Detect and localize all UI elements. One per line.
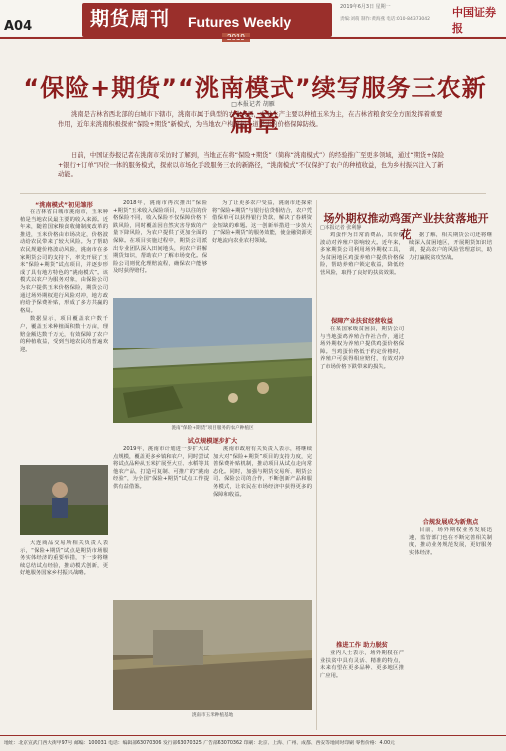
col5-paragraph: 在某国家级贫困县，期货公司与当地蛋鸡养殖合作社合作，通过场外期权为养殖户提供鸡蛋价格保障。当鸡蛋价格低于约定价格时，养殖户可获得相应赔付，有效对冲了市场价格下跌带来的损失。: [320, 326, 404, 370]
col3-paragraph: 2019年，洮南市计划进一步扩大试点规模，覆盖更多乡镇和农户，同时尝试将试点品种从玉米扩展至大豆、水稻等其他农产品，打造可复制、可推广的“洮南经验”，为全国“保险+期货”试点工作提供有益借鉴。: [113, 446, 209, 490]
newspaper-logo: 中国证券报: [452, 6, 496, 35]
farmer-photo: [20, 465, 108, 535]
col5-subhead: 保障产业扶贫经营收益: [331, 318, 393, 325]
col3-body-top: [212, 200, 312, 295]
article-lead-2: 日前，中国证券报记者在洮南市采访时了解到，当地正在将“保险+期货”（简称“洮南模式”）的经验推广至更多领域，通过“期货+保险+银行+订单”四位一体的服务模式，探索以市场化手段服务三农的新路径，“洮南模式”不仅保护了农户的种植收益，也为乡村振兴注入了新动能。: [58, 152, 445, 178]
photo-caption-2: 洮南市玉米种植基地: [191, 713, 234, 718]
masthead-rule: [0, 37, 506, 39]
col2-paragraph: 2018年，洮南市再次推出“保险+期货”玉米收入保险项目，与以往的价格保险不同，收入保险不仅保障价格下跌风险，同时覆盖因自然灾害导致的产量下降风险，为农户提供了更加全面的保障。在项目实施过程中，期货公司派出专业团队深入田间地头，向农户讲解期货知识，帮助农户了解市场变化。保险公司则优化理赔流程，确保农户能够及时获得赔付。: [113, 200, 207, 275]
col5-body-top: [320, 232, 404, 312]
col3-subhead: 试点规模逐步扩大: [187, 438, 238, 445]
col6-body-bottom: [409, 527, 492, 727]
section-title-cn: 期货周刊: [90, 8, 171, 30]
section-title-en: Futures Weekly: [188, 14, 292, 30]
footer-contact-line: 地址：北京宣武门西大街甲97号 邮编：100031 电话：编辑部63070306 发行部63070325 广告部63070362 印刷：北京、上海、广州、成都、西安等地同时印刷 零售价格：4.00元: [4, 741, 395, 746]
article-byline: □本报记者 胡雁: [231, 101, 275, 108]
sidebar-article-title: 场外期权推动鸡蛋产业扶贫落地开花: [323, 212, 489, 241]
col1-subhead: “洮南模式”初见雏形: [35, 202, 93, 209]
col1-body: [20, 209, 108, 459]
col4-paragraph: 洮南市政府有关负责人表示，将继续加大对“保险+期货”项目的支持力度，完善保费补贴机制，推动项目从试点走向常态化。同时，加强与期货交易所、期货公司、保险公司的合作，不断创新产品和服务模式，让农民在市场经济中获得更多的保障和收益。: [213, 446, 312, 498]
article-lead-1: 洮南是吉林省西北部的白城市下辖市，洮南市属于典型的农业大县，农业生产主要以种植玉米为主，在吉林省粮食安全方面发挥着重要作用，近年来洮南积极探索“保险+期货”新模式，为当地农户构筑起一道坚实的价格保障防线。: [58, 111, 443, 128]
editor-line: 责编:刘萌 制作:黄海燕 电话:010-84373042: [340, 17, 431, 22]
col3-body-bottom: [113, 446, 209, 596]
corn-photo-image: [113, 600, 312, 710]
farmer-photo-image: [20, 465, 108, 535]
col1-paragraph: 在吉林省白城市洮南市，玉米种植是当地农民最主要的收入来源。近年来，随着国家粮食收储制度改革的推进，玉米价格由市场决定，价格波动给农民带来了较大风险。为了帮助农民规避价格波动风险，洮南市在多家期货公司的支持下，率先开展了玉米“保险+期货”试点项目，并逐步形成了具有地方特色的“洮南模式”。该模式以农户为服务对象，由保险公司为农户提供玉米价格保险，期货公司通过场外期权进行风险对冲，地方政府给予保费补贴，形成了多方共赢的格局。: [20, 209, 108, 314]
field-photo-image: [113, 298, 312, 423]
col1-paragraph: 大连商品交易所相关负责人表示，“保险+期货”试点是期货市场服务实体经济的重要举措，下一步将继续总结试点经验，推动模式创新，更好地服务国家乡村振兴战略。: [20, 540, 108, 577]
col6-paragraph: 据了解，相关期货公司还将继续深入贫困地区，开展期货知识培训，提高农户的风险管理意识，助力打赢脱贫攻坚战。: [409, 232, 492, 261]
col6-body-top: [409, 232, 492, 512]
column-divider: [316, 200, 317, 730]
photo-caption-1: 洮南“保险+期货”项目服务的农户种植区: [171, 426, 254, 431]
col5-paragraph: 鸡蛋作为日常消费品，其价格波动对养殖户影响较大。近年来，多家期货公司利用场外期权工具，为贫困地区鸡蛋养殖户提供价格保险，帮助养殖户锁定收益，降低经营风险，取得了良好的扶贫效果。: [320, 232, 404, 276]
col4-body: [213, 446, 312, 596]
article-headline: “保险+期货”“洮南模式”续写服务三农新篇章: [23, 74, 487, 137]
sidebar-byline: □本报记者 张利静: [320, 225, 362, 231]
col6-paragraph: 目前，场外期权业务发展迅速，监管部门也在不断完善相关制度，推动业务规范发展，更好服务实体经济。: [409, 527, 492, 556]
lead-separator: [20, 193, 486, 194]
col3-paragraph: 为了让更多农户受益，洮南市还探索将“保险+期货”与银行信贷相结合，农户凭借保单可以获得银行贷款，解决了春耕资金短缺的难题。这一创新举措进一步放大了“保险+期货”的服务效能，使金融资源更好地流向农业农村领域。: [212, 200, 312, 244]
col5-body-middle: [320, 326, 404, 576]
col1-body-bottom: [20, 540, 108, 730]
page-number: A04: [4, 19, 33, 34]
corn-field-photo: [113, 600, 312, 710]
col1-paragraph: 数据显示，项目覆盖农户数千户，覆盖玉米种植面积数十万亩，理赔金额达数千万元，有效保障了农户的种植收益，受到当地农民的普遍欢迎。: [20, 316, 108, 353]
date-line: 2019年6月3日 星期一: [340, 4, 391, 10]
col6-subhead: 合规发展成为新焦点: [422, 519, 479, 526]
col5-paragraph: 业内人士表示，场外期权在产业扶贫中具有灵活、精准的特点，未来有望在更多品种、更多地区推广应用。: [320, 650, 404, 679]
rice-field-photo: [113, 298, 312, 423]
col5-body-bottom: [320, 650, 404, 730]
col5-subhead-2: 推进工作 助力脱贫: [336, 642, 388, 649]
